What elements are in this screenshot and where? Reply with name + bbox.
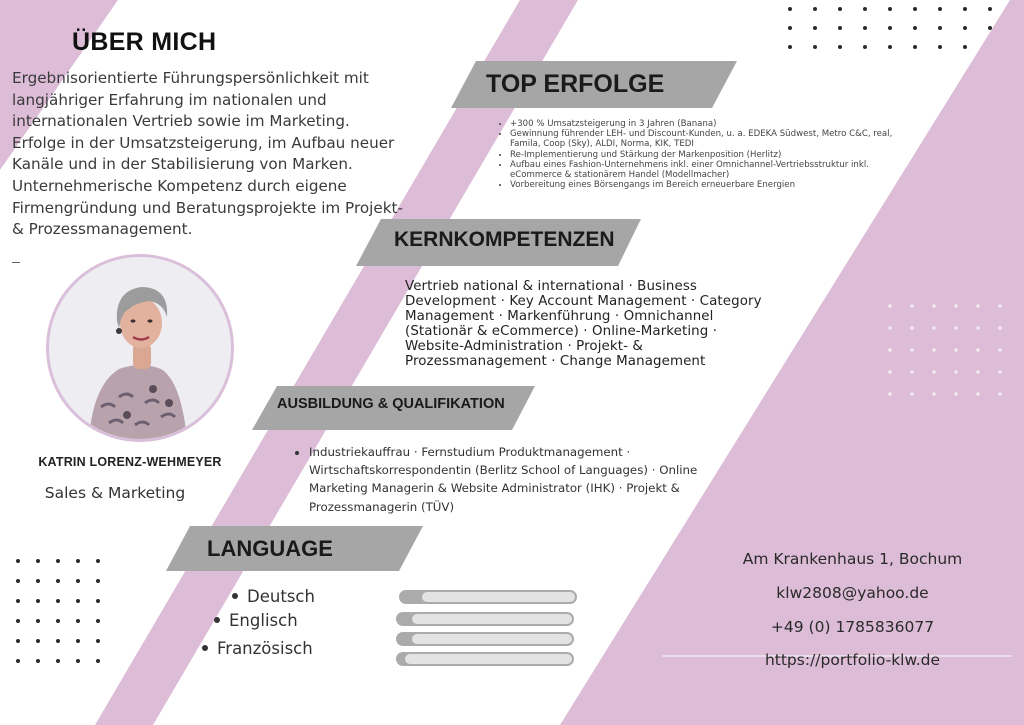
- language-label: Deutsch: [247, 587, 315, 606]
- bullet-icon: [214, 617, 220, 623]
- contact-phone[interactable]: +49 (0) 1785836077: [770, 618, 935, 636]
- divider-dash: [12, 262, 20, 263]
- language-item-deutsch: [232, 587, 315, 606]
- contact-website[interactable]: https://portfolio-klw.de: [764, 651, 941, 669]
- bullet-icon: [202, 645, 208, 651]
- dot-grid-bottom-left: [16, 559, 100, 663]
- level-fill: [405, 654, 572, 664]
- avatar: [49, 257, 231, 439]
- list-item: • Vorbereitung eines Börsengangs im Bereich erneuerbare Energien: [510, 180, 900, 190]
- list-item: • Gewinnung führender LEH- und Discount-Kunden, u. a. EDEKA Südwest, Metro C&C, real, Famila, Coop (Sky), ALDI, Norma, KIK, TEDI: [510, 129, 900, 149]
- language-item-englisch: [214, 611, 298, 630]
- ausbildung-text: • Industriekauffrau · Fernstudium Produktmanagement · Wirtschaftskorrespondentin (Berlitz School of Languages) · Online Marketing Managerin & Website Administrator (IHK) · Projekt & Prozessmanagerin (TÜV): [309, 443, 704, 516]
- kernkompetenzen-text: Vertrieb national & international · Business Development · Key Account Management · Category Management · Markenführung · Omnichannel (Stationär & eCommerce) · Online-Marketing · Website-Administration · Projekt- & Prozessmanagement · Change Management: [405, 279, 762, 369]
- level-fill: [412, 614, 572, 624]
- about-text: Ergebnisorientierte Führungspersönlichkeit mit langjähriger Erfahrung im nationalen und internationalen Vertrieb sowie im Marketing. Erfolge in der Umsatzsteigerung, im Aufbau neuer Kanäle und in der Stabilisierung von Marken. Unternehmerische Kompetenz durch eigene Firmengründung und Beratungsprojekte im Projekt- & Prozessmanagement.: [12, 69, 403, 239]
- ausbildung-title: AUSBILDUNG & QUALIFIKATION: [277, 396, 505, 412]
- top-erfolge-title: TOP ERFOLGE: [486, 70, 665, 98]
- level-fill: [412, 634, 572, 644]
- about-title: ÜBER MICH: [72, 28, 217, 56]
- language-level-bar-englisch: [396, 612, 574, 626]
- level-fill: [422, 592, 575, 602]
- ausbildung-list: [293, 443, 704, 516]
- language-level-bar-deutsch: [399, 590, 577, 604]
- language-title: LANGUAGE: [207, 536, 333, 561]
- kernkompetenzen-title: KERNKOMPETENZEN: [394, 228, 615, 251]
- list-item: • Re-Implementierung und Stärkung der Markenposition (Herlitz): [510, 150, 900, 160]
- profile-role: Sales & Marketing: [44, 484, 186, 502]
- language-item-franzoesisch: [202, 639, 313, 658]
- language-level-bar-franzoesisch: [396, 632, 574, 646]
- language-label: Französisch: [217, 639, 313, 658]
- contact-address: Am Krankenhaus 1, Bochum: [742, 550, 963, 568]
- contact-email[interactable]: klw2808@yahoo.de: [776, 584, 929, 602]
- profile-photo: [46, 254, 234, 442]
- list-item: • +300 % Umsatzsteigerung in 3 Jahren (Banana): [510, 119, 900, 129]
- bullet-icon: [232, 593, 238, 599]
- language-label: Englisch: [229, 611, 298, 630]
- dot-grid-top-right: [788, 7, 992, 49]
- top-erfolge-list: [496, 119, 900, 190]
- language-level-bar-extra: [396, 652, 574, 666]
- profile-name: KATRIN LORENZ-WEHMEYER: [38, 455, 222, 469]
- list-item: • Aufbau eines Fashion-Unternehmens inkl. einer Omnichannel-Vertriebsstruktur inkl. eCommerce & stationärem Handel (Modellmacher): [510, 160, 900, 180]
